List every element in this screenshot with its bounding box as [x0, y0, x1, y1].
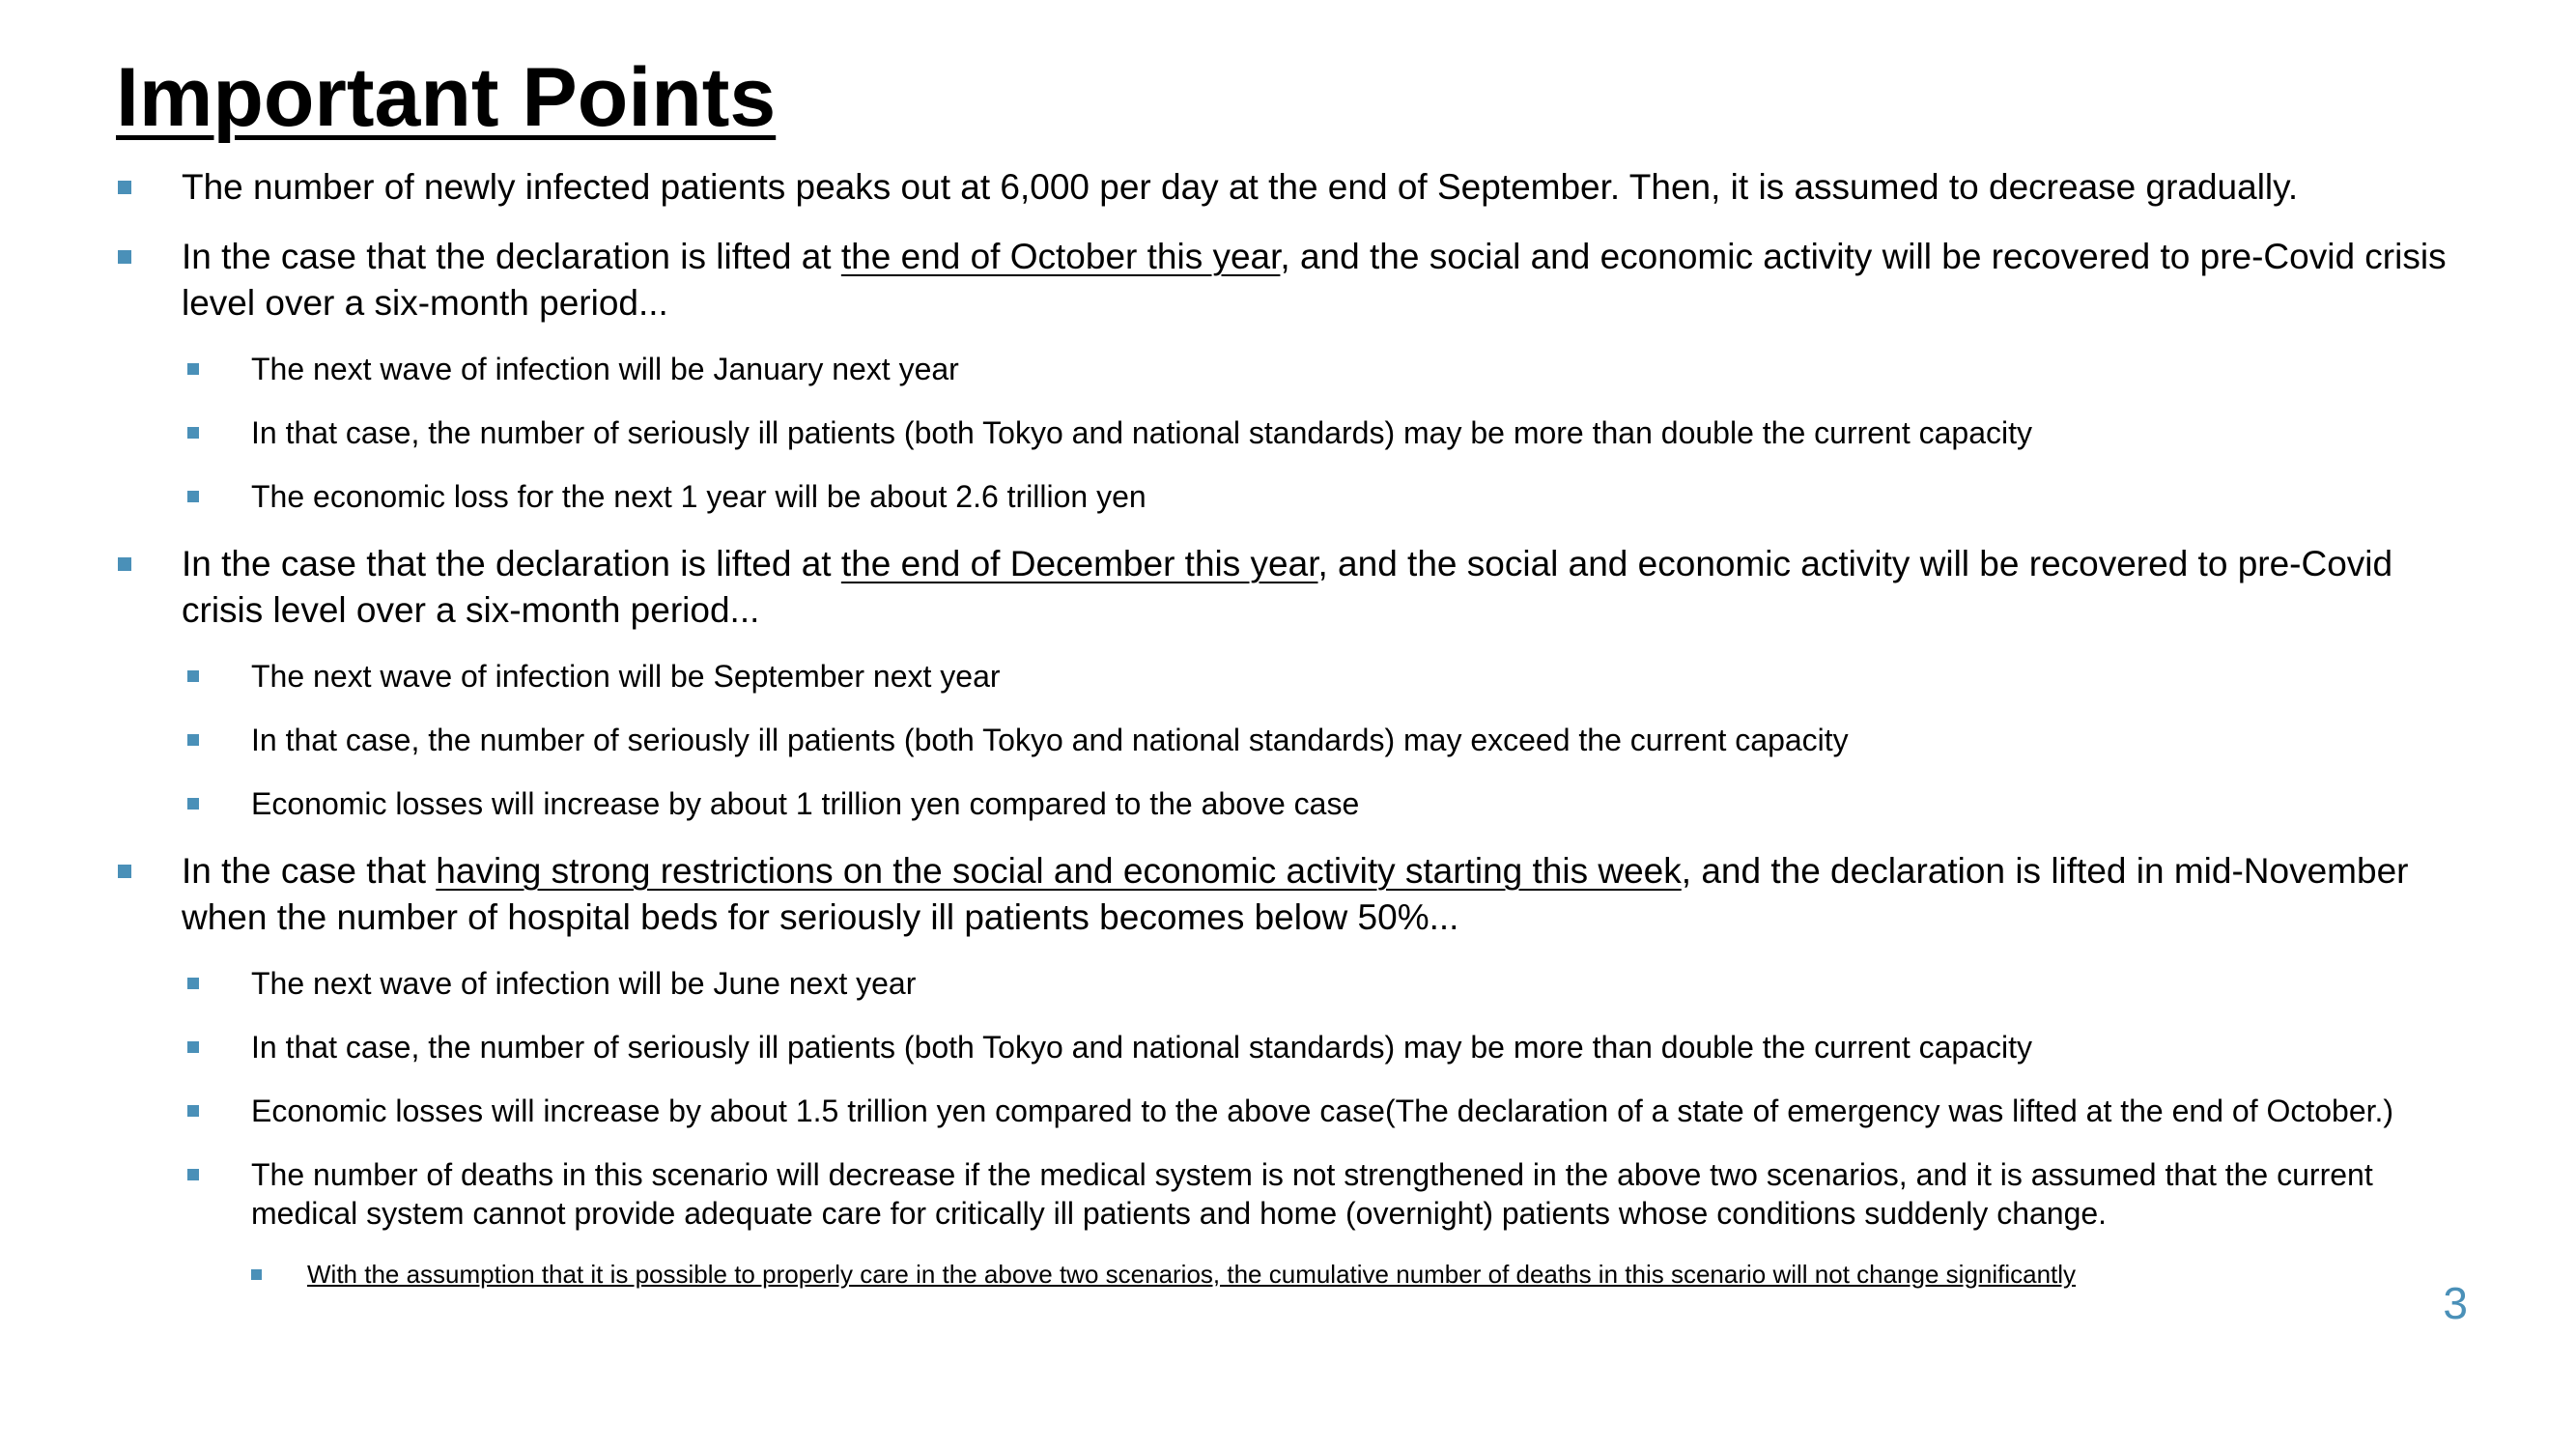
- sub-bullet-text: The next wave of infection will be June next year: [251, 966, 917, 1001]
- square-bullet-icon: [118, 557, 131, 571]
- sub-bullet-item: [116, 721, 2453, 759]
- page-number: 3: [2443, 1278, 2468, 1328]
- sub-bullet-item: [116, 784, 2453, 823]
- bullet-item: [116, 234, 2453, 327]
- sub-bullet-text: Economic losses will increase by about 1.5 trillion yen compared to the above case(The declaration of a state of emergency was lifted at the end of October.): [251, 1094, 2394, 1128]
- sub-bullet-item: [116, 413, 2453, 452]
- sub-sub-bullet-item: [116, 1258, 2453, 1291]
- bullet-item: [116, 164, 2453, 211]
- bullet-list: [116, 164, 2453, 1291]
- sub-sub-bullet-text: With the assumption that it is possible to properly care in the above two scenarios, the cumulative number of deaths in this scenario will not change significantly: [307, 1260, 2077, 1289]
- square-bullet-icon: [118, 865, 131, 878]
- bullet-item: [116, 541, 2453, 634]
- bullet-text-prefix: In the case that: [182, 851, 437, 891]
- bullet-text-suffix: , and the declaration is lifted in mid-November when the number of hospital beds for seriously ill patients becomes below 50%...: [182, 851, 2409, 937]
- sub-bullet-text: The next wave of infection will be September next year: [251, 659, 1001, 694]
- square-bullet-icon: [187, 491, 199, 502]
- square-bullet-icon: [187, 1105, 199, 1117]
- sub-bullet-item: [116, 350, 2453, 388]
- bullet-text-prefix: In the case that the declaration is lifted at: [182, 544, 841, 583]
- bullet-underlined-text: the end of December this year: [840, 544, 1318, 583]
- sub-bullet-text: In that case, the number of seriously ill patients (both Tokyo and national standards) may exceed the current capacity: [251, 723, 1849, 757]
- sub-bullet-item: [116, 1155, 2453, 1233]
- square-bullet-icon: [187, 734, 199, 746]
- sub-bullet-text: In that case, the number of seriously ill patients (both Tokyo and national standards) may be more than double the current capacity: [251, 1030, 2033, 1065]
- bullet-text: The number of newly infected patients peaks out at 6,000 per day at the end of September. Then, it is assumed to decrease gradually.: [182, 167, 2299, 207]
- square-bullet-icon: [187, 427, 199, 439]
- sub-bullet-text: In that case, the number of seriously ill patients (both Tokyo and national standards) may be more than double the current capacity: [251, 415, 2033, 450]
- square-bullet-icon: [187, 1041, 199, 1053]
- sub-bullet-item: [116, 477, 2453, 516]
- square-bullet-icon: [187, 363, 199, 375]
- bullet-text-suffix: , and the social and economic activity will be recovered to pre-Covid crisis level over a six-month period...: [182, 544, 2393, 630]
- square-bullet-icon: [118, 250, 131, 264]
- bullet-underlined-text: having strong restrictions on the social and economic activity starting this week: [436, 851, 1682, 891]
- sub-bullet-text: The number of deaths in this scenario will decrease if the medical system is not strengthened in the above two scenarios, and it is assumed that the current medical system cannot provide adequate care for critically ill patients and home (overnight) patients whose conditions suddenly change.: [251, 1157, 2373, 1231]
- sub-bullet-text: The economic loss for the next 1 year will be about 2.6 trillion yen: [251, 479, 1146, 514]
- bullet-text-suffix: , and the social and economic activity will be recovered to pre-Covid crisis level over a six-month period...: [182, 237, 2447, 323]
- square-bullet-icon: [187, 1169, 199, 1180]
- sub-bullet-item: [116, 1092, 2453, 1130]
- square-bullet-icon: [187, 798, 199, 810]
- sub-bullet-text: Economic losses will increase by about 1 trillion yen compared to the above case: [251, 786, 1360, 821]
- sub-bullet-item: [116, 657, 2453, 696]
- sub-bullet-item: [116, 1028, 2453, 1066]
- slide-title: Important Points: [116, 51, 777, 144]
- square-bullet-icon: [118, 181, 131, 194]
- square-bullet-icon: [251, 1269, 262, 1280]
- square-bullet-icon: [187, 670, 199, 682]
- square-bullet-icon: [187, 978, 199, 989]
- bullet-item: [116, 848, 2453, 941]
- sub-bullet-text: The next wave of infection will be January next year: [251, 352, 959, 386]
- bullet-text-prefix: In the case that the declaration is lifted at: [182, 237, 841, 276]
- bullet-underlined-text: the end of October this year: [840, 237, 1281, 276]
- sub-bullet-item: [116, 964, 2453, 1003]
